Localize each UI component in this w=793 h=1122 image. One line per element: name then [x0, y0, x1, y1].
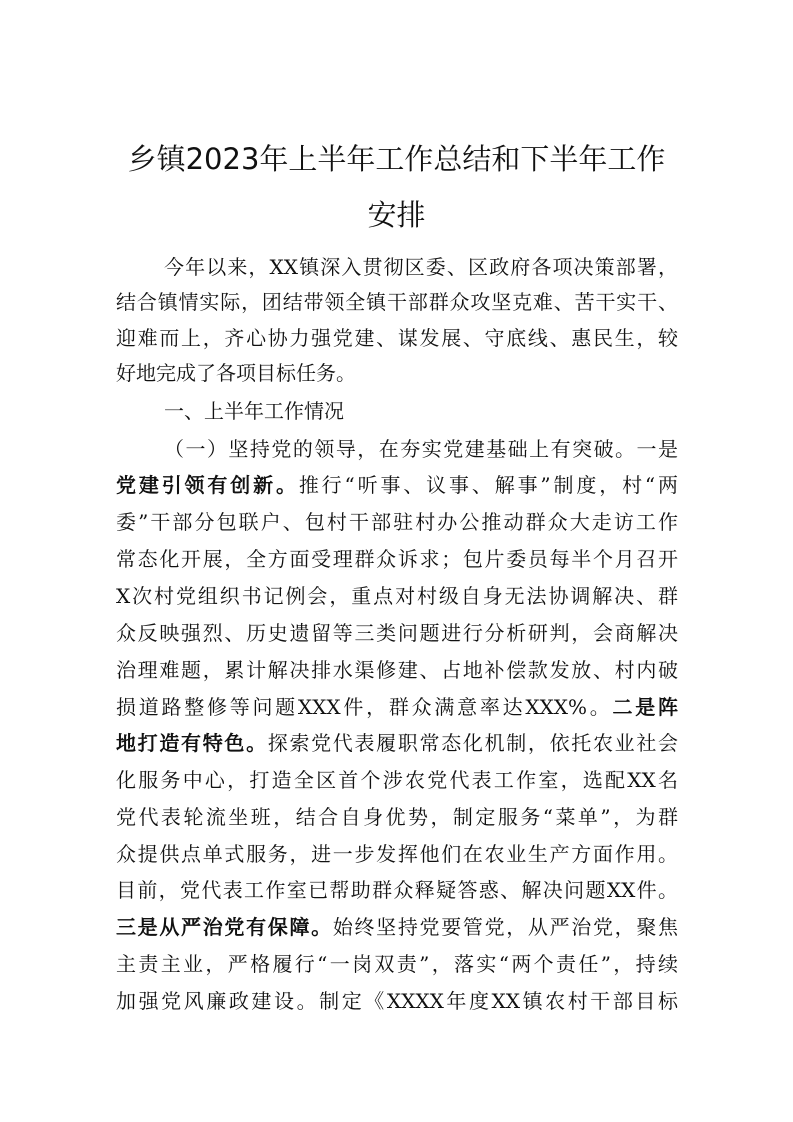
body-line-2-text: 推行“听事、议事、解事”制度，村“两: [298, 473, 678, 497]
intro-line-1: 今年以来，XX镇深入贯彻区委、区政府各项决策部署，: [164, 255, 678, 279]
body-line-11: 党代表轮流坐班，结合自身优势，制定服务“菜单”，为群: [116, 805, 678, 829]
point-2-label: 二是阵: [612, 695, 678, 719]
body-line-10: 化服务中心，打造全区首个涉农党代表工作室，选配XX名: [116, 768, 678, 792]
document-title-line-2: 安排: [367, 198, 426, 232]
body-line-5: X次村党组织书记例会，重点对村级自身无法协调解决、群: [116, 584, 678, 608]
body-line-6: 众反映强烈、历史遗留等三类问题进行分析研判，会商解决: [116, 621, 678, 645]
body-line-7: 治理难题，累计解决排水渠修建、占地补偿款发放、村内破: [116, 658, 678, 682]
body-line-14: [116, 915, 678, 939]
body-line-16: 加强党风廉政建设。制定《XXXX年度XX镇农村干部目标: [116, 989, 678, 1013]
intro-line-2: 结合镇情实际，团结带领全镇干部群众攻坚克难、苦干实干、: [116, 290, 678, 314]
document-title-line-1: 乡镇2023年上半年工作总结和下半年工作: [127, 142, 666, 176]
point-1-title: 党建引领有创新。: [116, 473, 299, 497]
body-line-4: 常态化开展，全方面受理群众诉求；包片委员每半个月召开: [116, 547, 678, 571]
body-line-1-text: （一）坚持党的领导，在夯实党建基础上有突破。一是: [164, 437, 678, 461]
body-line-14-text: 始终坚持党要管党，从严治党，聚焦: [332, 915, 679, 939]
point-2-title: 地打造有特色。: [116, 731, 268, 755]
body-line-8: [116, 695, 678, 719]
section-heading-1: 一、上半年工作情况: [164, 399, 344, 423]
body-line-1: [164, 437, 678, 461]
body-line-8-text: 损道路整修等问题XXX件，群众满意率达XXX%。: [116, 695, 613, 719]
body-line-3: 委”干部分包联户、包村干部驻村办公推动群众大走访工作: [116, 510, 678, 534]
intro-line-4: 好地完成了各项目标任务。: [116, 361, 356, 385]
body-line-9: [116, 731, 678, 755]
body-line-13: 目前，党代表工作室已帮助群众释疑答惑、解决问题XX件。: [116, 878, 678, 902]
body-line-9-text: 探索党代表履职常态化机制，依托农业社会: [267, 731, 679, 755]
intro-line-3: 迎难而上，齐心协力强党建、谋发展、守底线、惠民生，较: [116, 326, 678, 350]
body-line-2: [116, 473, 678, 497]
body-line-15: 主责主业，严格履行“一岗双责”，落实“两个责任”，持续: [116, 952, 678, 976]
point-3-title: 三是从严治党有保障。: [116, 915, 333, 939]
body-line-12: 众提供点单式服务，进一步发挥他们在农业生产方面作用。: [116, 842, 678, 866]
